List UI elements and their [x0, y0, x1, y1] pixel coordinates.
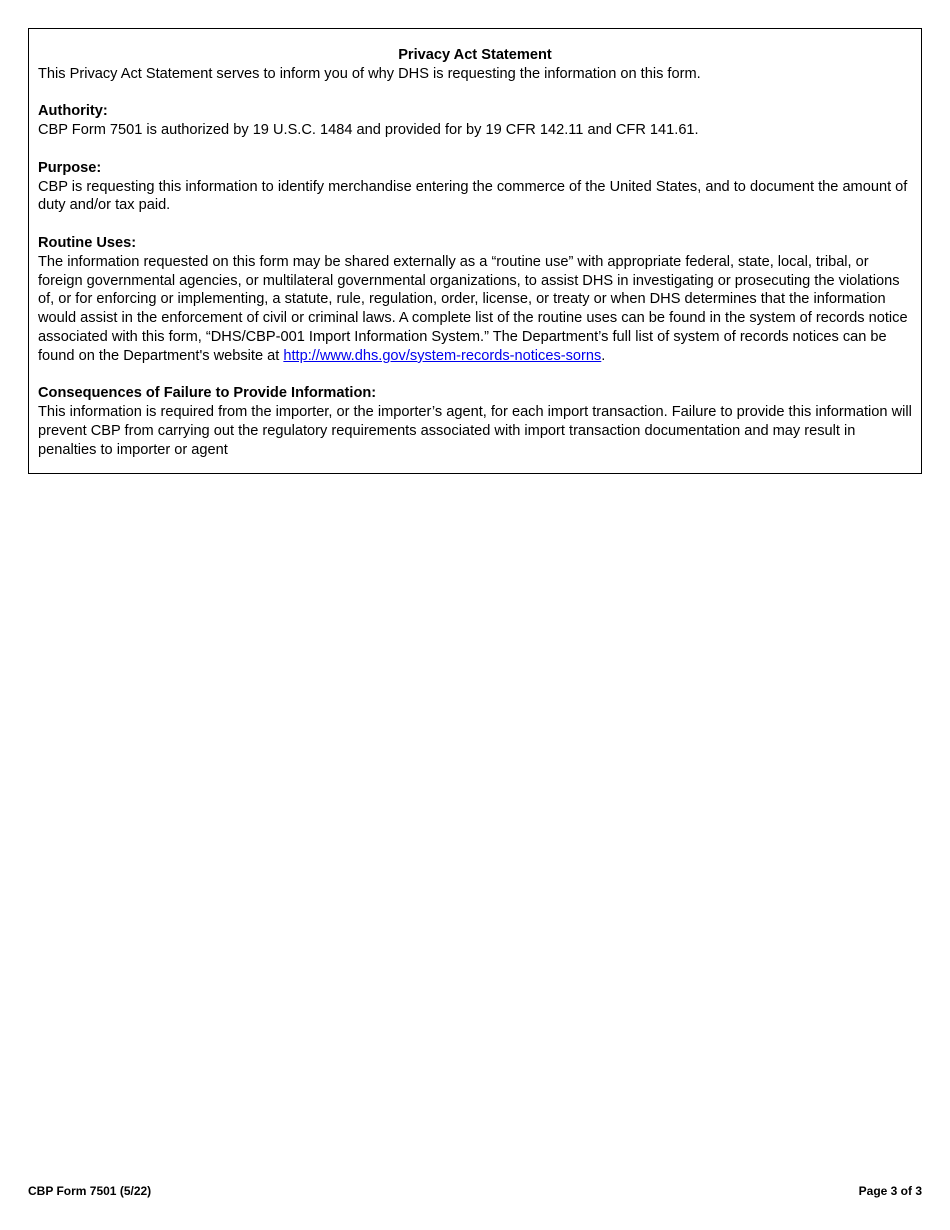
routine-uses-text-body: The information requested on this form may be shared externally as a “routine use” with appropriate federal, state, local, tribal, or foreign governmental agencies, or multilateral governmental organizations, to assist DHS in investigating or prosecuting the violations of, or for enforcing or implementing, a statute, rule, regulation, order, license, or treaty or when DHS determines that the information would assist in the enforcement of civil or criminal laws. A complete list of the routine uses can be found in the system of records notice associated with this form, “DHS/CBP-001 Import Information System.” The Department’s full list of system of records notices can be found on the Department's website at [38, 253, 908, 364]
purpose-section [38, 159, 912, 215]
authority-heading: Authority: [38, 103, 108, 120]
consequences-text: This information is required from the importer, or the importer’s agent, for each import transaction. Failure to provide this information will prevent CBP from carrying out the regulatory requirements associated with import transaction documentation and may result in penalties to importer or agent [38, 404, 912, 458]
footer-page-number: Page 3 of 3 [858, 1184, 922, 1198]
statement-title: Privacy Act Statement [398, 47, 552, 63]
routine-uses-text-end: . [601, 347, 606, 364]
consequences-heading: Consequences of Failure to Provide Information: [38, 385, 377, 402]
privacy-act-statement-box [28, 28, 922, 474]
purpose-heading: Purpose: [38, 159, 102, 176]
statement-intro: This Privacy Act Statement serves to inform you of why DHS is requesting the information on this form. [38, 65, 701, 82]
purpose-text: CBP is requesting this information to identify merchandise entering the commerce of the United States, and to document the amount of duty and/or tax paid. [38, 178, 908, 214]
authority-section [38, 102, 912, 140]
sorns-link[interactable]: http://www.dhs.gov/system-records-notices-sorns [283, 347, 602, 364]
authority-text: CBP Form 7501 is authorized by 19 U.S.C. 1484 and provided for by 19 CFR 142.11 and CFR 141.61. [38, 122, 699, 139]
footer-form-id: CBP Form 7501 (5/22) [28, 1184, 152, 1198]
routine-uses-heading: Routine Uses: [38, 234, 137, 251]
routine-uses-text [38, 253, 912, 366]
consequences-section [38, 384, 912, 459]
routine-uses-section [38, 234, 912, 366]
